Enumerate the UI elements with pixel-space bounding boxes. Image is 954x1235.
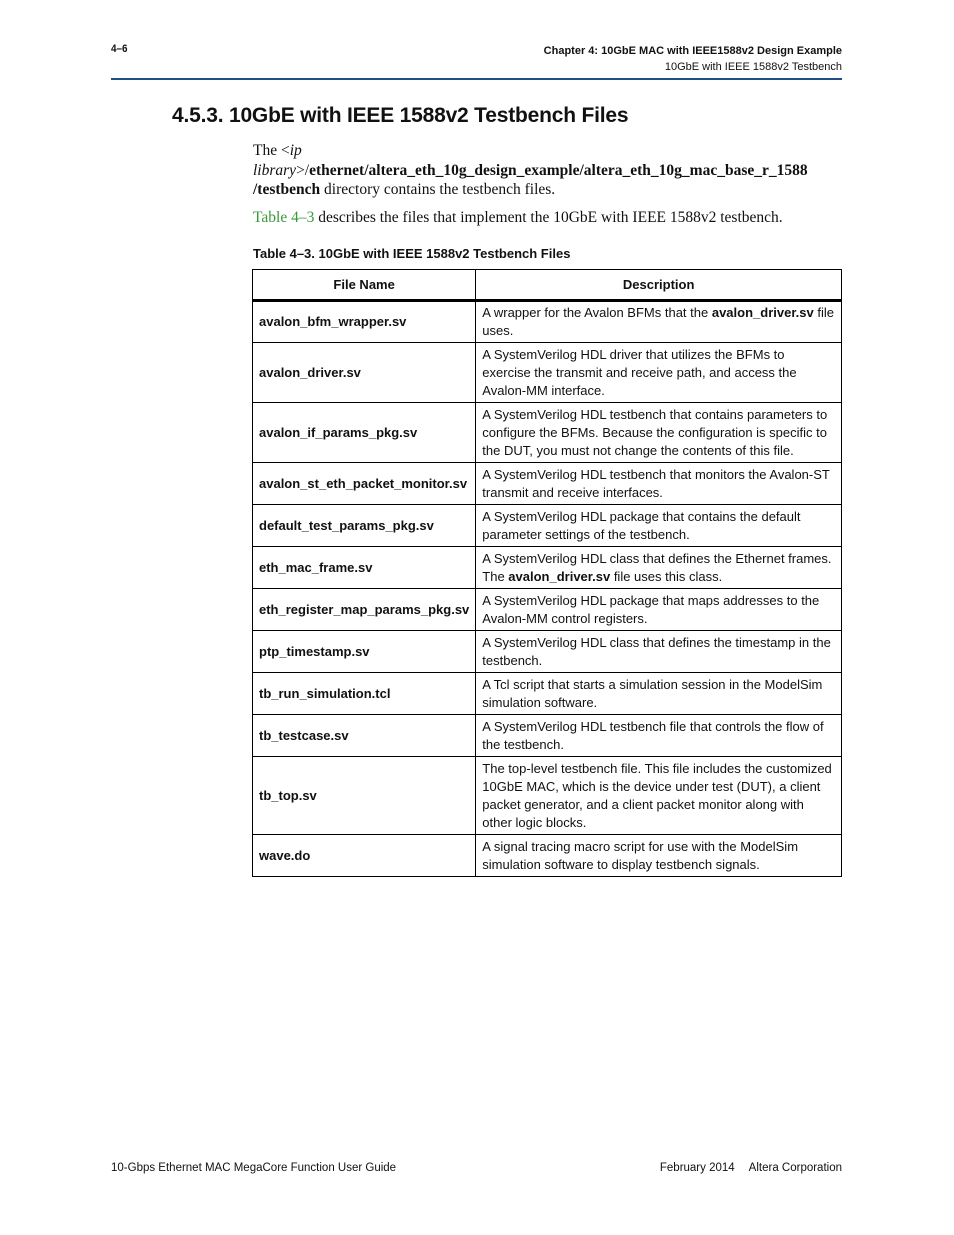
column-header-file-name: File Name bbox=[253, 270, 476, 301]
chapter-title: Chapter 4: 10GbE MAC with IEEE1588v2 Design Example bbox=[543, 45, 842, 57]
description-filename: avalon_driver.sv bbox=[711, 305, 814, 320]
section-name: 10GbE with IEEE 1588v2 Testbench bbox=[664, 61, 842, 73]
description-cell bbox=[476, 757, 842, 835]
description-text: A SystemVerilog HDL testbench file that controls the flow of the testbench. bbox=[482, 718, 824, 752]
description-cell bbox=[476, 631, 842, 673]
para-text: describes the files that implement the 10GbE with IEEE 1588v2 testbench. bbox=[314, 209, 783, 226]
file-name-cell: avalon_st_eth_packet_monitor.sv bbox=[253, 463, 476, 505]
table-reference-paragraph bbox=[253, 208, 845, 228]
description-cell bbox=[476, 673, 842, 715]
para-text: The < bbox=[253, 142, 290, 159]
description-filename: avalon_driver.sv bbox=[508, 568, 611, 584]
description-text: A signal tracing macro script for use with the ModelSim simulation software to display testbench signals. bbox=[482, 838, 799, 872]
footer-company: Altera Corporation bbox=[748, 1162, 842, 1174]
column-header-description: Description bbox=[476, 270, 842, 301]
table-row bbox=[253, 631, 842, 673]
description-cell bbox=[476, 589, 842, 631]
file-name-cell: default_test_params_pkg.sv bbox=[253, 505, 476, 547]
section-title: 4.5.3. 10GbE with IEEE 1588v2 Testbench Files bbox=[172, 104, 629, 127]
para-text: directory contains the testbench files. bbox=[320, 181, 556, 198]
file-name-cell: tb_top.sv bbox=[253, 757, 476, 835]
description-text: A SystemVerilog HDL class that defines the timestamp in the testbench. bbox=[482, 634, 831, 668]
table-row bbox=[253, 715, 842, 757]
file-name-cell: wave.do bbox=[253, 835, 476, 877]
file-name-cell: ptp_timestamp.sv bbox=[253, 631, 476, 673]
table-row bbox=[253, 835, 842, 877]
page-number: 4–6 bbox=[111, 43, 128, 55]
description-text: A SystemVerilog HDL testbench that contains parameters to configure the BFMs. Because the configuration is specific to the DUT, you must not change the contents of this file. bbox=[482, 406, 828, 458]
table-row bbox=[253, 403, 842, 463]
description-text: A SystemVerilog HDL testbench that monitors the Avalon-ST transmit and receive interfaces. bbox=[482, 466, 830, 500]
file-name-cell: avalon_if_params_pkg.sv bbox=[253, 403, 476, 463]
footer-guide-title: 10-Gbps Ethernet MAC MegaCore Function User Guide bbox=[111, 1162, 397, 1174]
description-text: A SystemVerilog HDL package that maps addresses to the Avalon-MM control registers. bbox=[482, 592, 820, 626]
testbench-path: ethernet/altera_eth_10g_design_example/altera_eth_10g_mac_base_r_1588 /testbench bbox=[253, 161, 808, 198]
description-cell bbox=[476, 505, 842, 547]
header-rule bbox=[111, 78, 842, 80]
testbench-files-table bbox=[252, 269, 842, 877]
intro-paragraph bbox=[253, 141, 845, 200]
file-name-cell: eth_mac_frame.sv bbox=[253, 547, 476, 589]
table-caption: Table 4–3. 10GbE with IEEE 1588v2 Testbench Files bbox=[253, 246, 571, 261]
table-link[interactable]: Table 4–3 bbox=[253, 209, 315, 226]
description-cell bbox=[476, 715, 842, 757]
description-cell bbox=[476, 301, 842, 343]
table-row bbox=[253, 757, 842, 835]
table-row bbox=[253, 343, 842, 403]
description-cell bbox=[476, 403, 842, 463]
description-text: The top-level testbench file. This file includes the customized 10GbE MAC, which is the device under test (DUT), a client packet generator, and a client packet monitor along with other logic blocks. bbox=[482, 760, 832, 830]
file-name-cell: avalon_driver.sv bbox=[253, 343, 476, 403]
description-text: A SystemVerilog HDL class that defines the Ethernet frames. The bbox=[482, 550, 832, 584]
table-row bbox=[253, 463, 842, 505]
description-text: A SystemVerilog HDL driver that utilizes the BFMs to exercise the transmit and receive path, and access the Avalon-MM interface. bbox=[482, 346, 797, 398]
file-name-cell: avalon_bfm_wrapper.sv bbox=[253, 301, 476, 343]
footer-info bbox=[660, 1162, 842, 1174]
table-row bbox=[253, 673, 842, 715]
description-cell bbox=[476, 835, 842, 877]
table-row bbox=[253, 301, 842, 343]
description-text: A Tcl script that starts a simulation session in the ModelSim simulation software. bbox=[482, 676, 823, 710]
running-header bbox=[544, 43, 842, 75]
table-row bbox=[253, 505, 842, 547]
footer-date: February 2014 bbox=[659, 1162, 735, 1174]
description-text: file uses. bbox=[482, 305, 834, 338]
description-text: file uses this class. bbox=[610, 568, 723, 584]
table-row bbox=[253, 589, 842, 631]
description-text: A SystemVerilog HDL package that contains the default parameter settings of the testbench. bbox=[482, 508, 801, 542]
file-name-cell: tb_testcase.sv bbox=[253, 715, 476, 757]
file-name-cell: tb_run_simulation.tcl bbox=[253, 673, 476, 715]
description-cell bbox=[476, 463, 842, 505]
description-cell bbox=[476, 343, 842, 403]
table-row bbox=[253, 547, 842, 589]
description-text: A wrapper for the Avalon BFMs that the bbox=[482, 305, 712, 320]
file-name-cell: eth_register_map_params_pkg.sv bbox=[253, 589, 476, 631]
description-cell bbox=[476, 547, 842, 589]
para-text: >/ bbox=[296, 161, 310, 179]
ip-library-placeholder: ip library bbox=[253, 142, 302, 179]
